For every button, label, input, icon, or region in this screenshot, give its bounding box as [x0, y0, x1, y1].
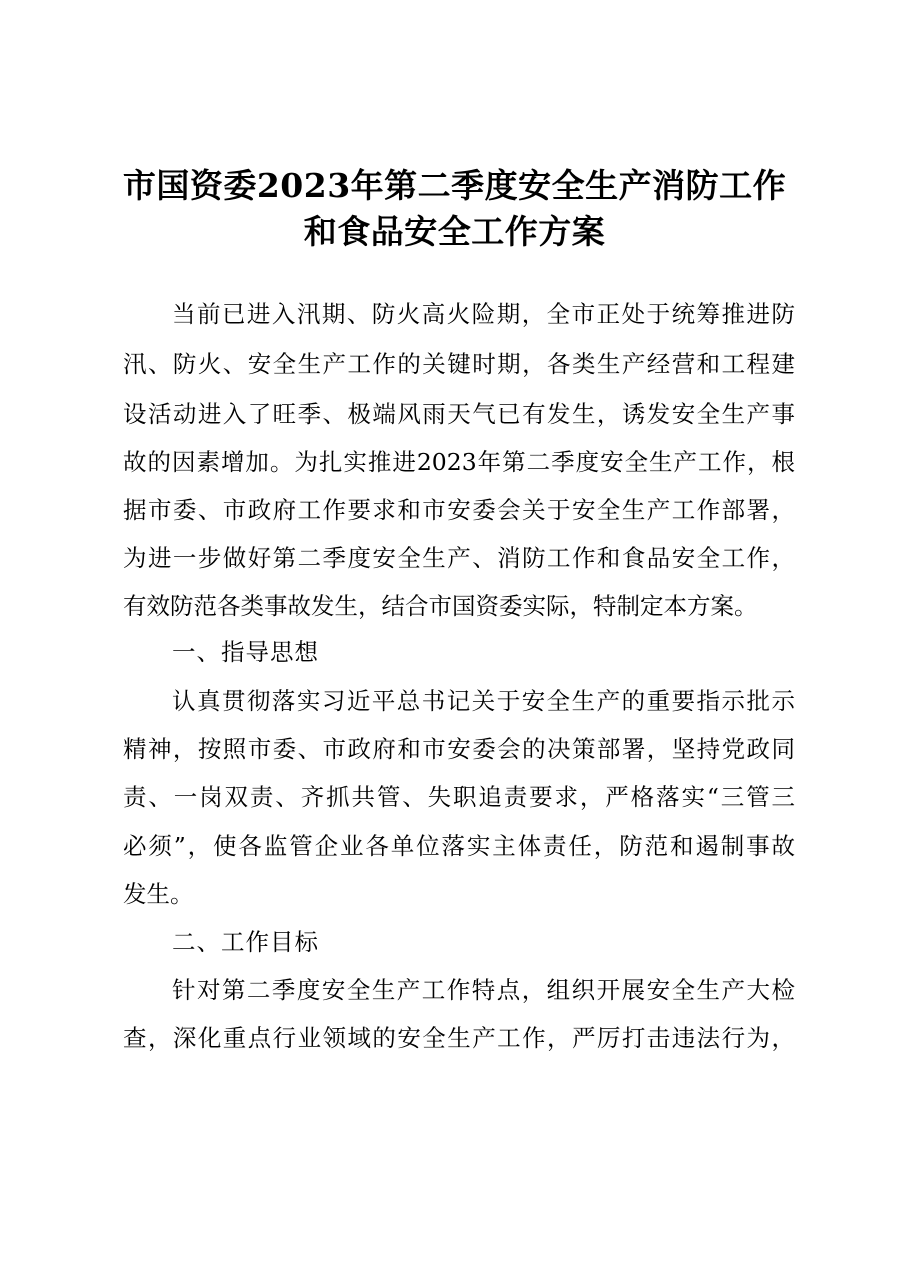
section-heading-work-goals: 二、工作目标 — [172, 928, 319, 956]
paragraph-line: 汛、防火、安全生产工作的关键时期，各类生产经营和工程建 — [123, 350, 795, 378]
paragraph-line: 当前已进入汛期、防火高火险期，全市正处于统筹推进防 — [172, 300, 795, 328]
paragraph-line: 故的因素增加。为扎实推进2023年第二季度安全生产工作，根 — [123, 448, 795, 476]
paragraph-line: 认真贯彻落实习近平总书记关于安全生产的重要指示批示 — [172, 687, 795, 715]
paragraph-line: 精神，按照市委、市政府和市安委会的决策部署，坚持党政同 — [123, 735, 795, 763]
paragraph-line: 责、一岗双责、齐抓共管、失职追责要求，严格落实“三管三 — [123, 783, 795, 811]
document-title-line-2: 和食品安全工作方案 — [303, 212, 606, 251]
paragraph-line: 有效防范各类事故发生，结合市国资委实际，特制定本方案。 — [123, 592, 758, 620]
paragraph-line: 据市委、市政府工作要求和市安委会关于安全生产工作部署， — [123, 496, 795, 524]
section-heading-guiding-ideology: 一、指导思想 — [172, 638, 319, 666]
paragraph-line: 发生。 — [123, 880, 194, 908]
paragraph-line: 查，深化重点行业领域的安全生产工作，严厉打击违法行为， — [123, 1024, 795, 1052]
paragraph-line: 必须”，使各监管企业各单位落实主体责任，防范和遏制事故 — [123, 832, 795, 860]
paragraph-line: 为进一步做好第二季度安全生产、消防工作和食品安全工作， — [123, 544, 795, 572]
paragraph-line: 设活动进入了旺季、极端风雨天气已有发生，诱发安全生产事 — [123, 400, 795, 428]
paragraph-line: 针对第二季度安全生产工作特点，组织开展安全生产大检 — [172, 976, 795, 1004]
document-title-line-1: 市国资委2023年第二季度安全生产消防工作 — [122, 166, 787, 205]
